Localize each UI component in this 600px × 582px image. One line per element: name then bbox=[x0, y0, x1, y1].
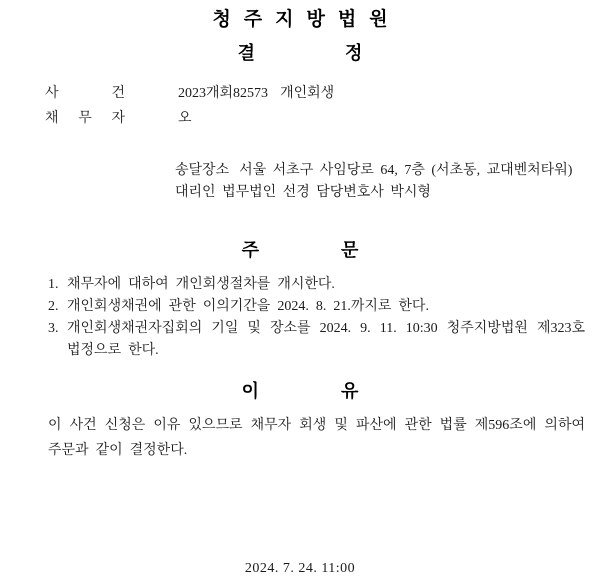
debtor-label-char: 자 bbox=[111, 111, 125, 126]
case-number: 2023개회82573 bbox=[178, 86, 269, 101]
debtor-name: 오 bbox=[178, 111, 192, 126]
case-number-value bbox=[178, 85, 334, 103]
decision-heading bbox=[0, 44, 600, 62]
party-details bbox=[175, 160, 590, 204]
order-item-number: 3. bbox=[48, 321, 59, 336]
agent-line: 대리인 법무법인 선경 담당변호사 박시형 bbox=[175, 185, 431, 200]
order-item-text: 채무자에 대하여 개인회생절차를 개시한다. bbox=[67, 277, 335, 292]
order-list bbox=[48, 274, 585, 362]
order-item bbox=[48, 274, 585, 296]
debtor-label-char: 채 bbox=[45, 111, 59, 126]
debtor-row bbox=[45, 110, 585, 128]
order-item-text: 개인회생채권에 관한 이의기간을 2024. 8. 21.까지로 한다. bbox=[67, 299, 429, 314]
order-item-number: 2. bbox=[48, 299, 59, 314]
service-address-value: 서울 서초구 사임당로 64, 7층 (서초동, 교대벤처타워) bbox=[239, 163, 573, 178]
reason-heading bbox=[0, 382, 600, 400]
case-number-row bbox=[45, 85, 585, 103]
order-item bbox=[48, 318, 585, 362]
decision-datetime: 2024. 7. 24. 11:00 bbox=[244, 561, 356, 576]
case-type: 개인회생 bbox=[280, 86, 335, 101]
case-label-char: 사 bbox=[45, 86, 59, 101]
order-item-text: 개인회생채권자집회의 기일 및 장소를 2024. 9. 11. 10:30 청주지방법원 제323호 법정으로 한다. bbox=[67, 321, 585, 358]
decision-heading-char-2: 정 bbox=[345, 43, 363, 63]
order-item-number: 1. bbox=[48, 277, 59, 292]
order-heading-char-2: 문 bbox=[341, 240, 359, 260]
order-heading-char-1: 주 bbox=[241, 240, 259, 260]
order-heading bbox=[0, 241, 600, 259]
service-address-line bbox=[175, 160, 590, 182]
decision-heading-char-1: 결 bbox=[237, 43, 255, 63]
reason-body: 이 사건 신청은 이유 있으므로 채무자 회생 및 파산에 관한 법률 제596조에 의하여 주문과 같이 결정한다. bbox=[48, 418, 585, 458]
reason-heading-char-1: 이 bbox=[241, 381, 259, 401]
court-title: 청주지방법원 bbox=[212, 9, 401, 30]
case-label-char: 건 bbox=[111, 86, 125, 101]
order-item bbox=[48, 296, 585, 318]
service-address-label: 송달장소 bbox=[175, 163, 230, 178]
debtor-label bbox=[45, 110, 125, 128]
case-number-label bbox=[45, 85, 125, 103]
reason-heading-char-2: 유 bbox=[341, 381, 359, 401]
debtor-label-char: 무 bbox=[78, 111, 92, 126]
